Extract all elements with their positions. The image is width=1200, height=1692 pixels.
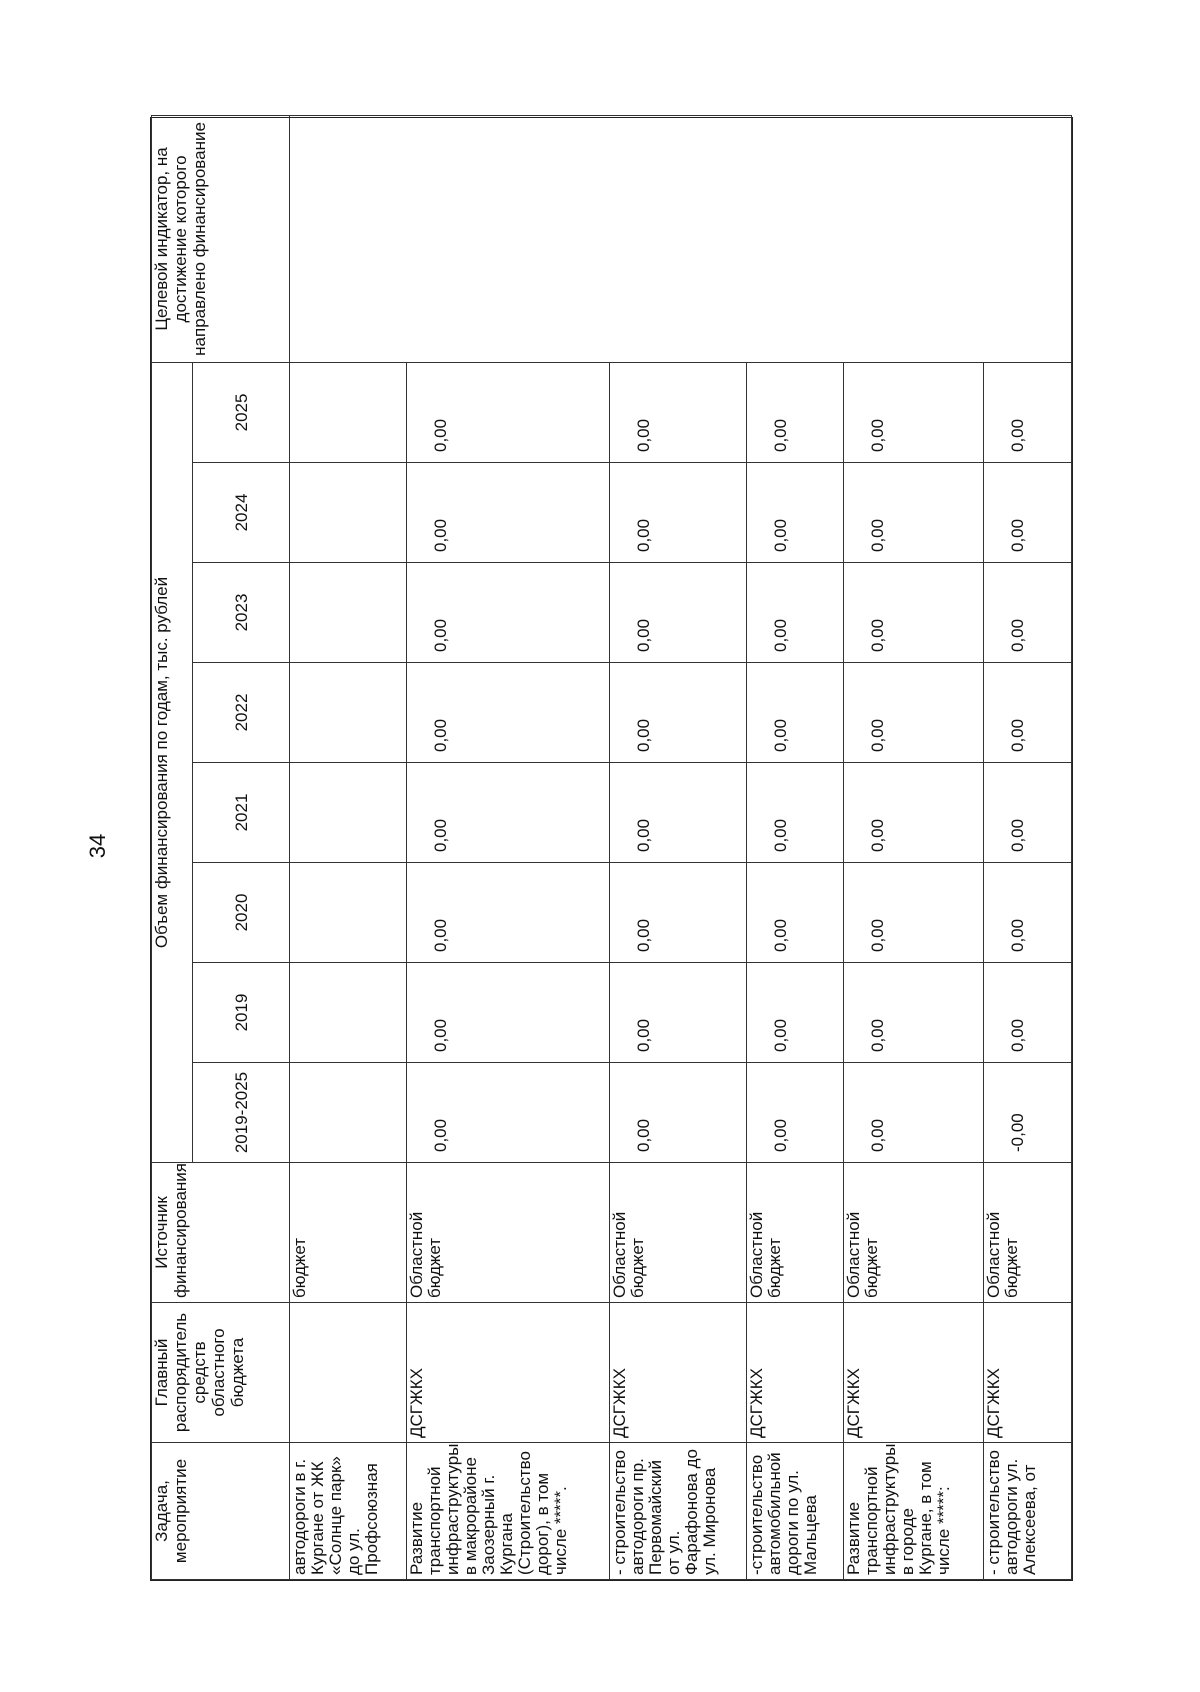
header-task: Задача, мероприятие [152, 1443, 290, 1580]
value-cell: 0,00 [844, 563, 984, 663]
source-cell: Областной бюджет [407, 1163, 610, 1303]
value-cell: 0,00 [844, 362, 984, 462]
value-cell: 0,00 [610, 463, 747, 563]
task-cell: -строительство автомобильной дороги по ул. Мальцева [747, 1443, 844, 1580]
value-cell: 0,00 [747, 663, 844, 763]
value-cell: 0,00 [984, 763, 1072, 863]
header-year: 2020 [193, 863, 290, 963]
value-cell: 0,00 [984, 663, 1072, 763]
header-indicator: Целевой индикатор, на достижение которого направлено финансирование [152, 115, 290, 362]
header-row-1 [152, 115, 193, 1579]
value-cell: 0,00 [407, 763, 610, 863]
distributor-cell: ДСГЖКХ [747, 1303, 844, 1443]
value-cell [290, 763, 407, 863]
task-cell: - строительство автодороги ул. Алексеева, от [984, 1443, 1072, 1580]
value-cell: 0,00 [984, 963, 1072, 1063]
financing-table [151, 115, 1072, 1580]
value-cell: 0,00 [747, 563, 844, 663]
task-cell: автодороги в г. Кургане от ЖК «Солнце парк» до ул. Профсоюзная [290, 1443, 407, 1580]
header-source: Источник финансирования [152, 1163, 290, 1303]
source-cell: Областной бюджет [747, 1163, 844, 1303]
value-cell: 0,00 [747, 763, 844, 863]
distributor-cell: ДСГЖКХ [407, 1303, 610, 1443]
value-cell: 0,00 [844, 763, 984, 863]
source-cell: Областной бюджет [610, 1163, 747, 1303]
value-cell: 0,00 [747, 863, 844, 963]
task-cell: - строительство автодороги пр. Первомайский от ул. Фарафонова до ул. Миронова [610, 1443, 747, 1580]
value-cell [290, 963, 407, 1063]
header-volume: Объем финансирования по годам, тыс. рублей [152, 362, 193, 1162]
value-cell: 0,00 [844, 663, 984, 763]
value-cell: 0,00 [984, 863, 1072, 963]
value-cell: 0,00 [407, 1063, 610, 1163]
source-cell: Областной бюджет [844, 1163, 984, 1303]
header-distributor: Главный распорядитель средств областного бюджета [152, 1303, 290, 1443]
value-cell: 0,00 [747, 463, 844, 563]
value-cell: 0,00 [407, 963, 610, 1063]
header-year: 2025 [193, 362, 290, 462]
page-number: 34 [85, 833, 110, 859]
header-year: 2019 [193, 963, 290, 1063]
header-year: 2024 [193, 463, 290, 563]
financing-table-frame [150, 117, 1073, 1581]
header-year: 2021 [193, 763, 290, 863]
value-cell [290, 563, 407, 663]
value-cell: 0,00 [610, 663, 747, 763]
value-cell: 0,00 [610, 362, 747, 462]
value-cell: 0,00 [610, 863, 747, 963]
value-cell [290, 362, 407, 462]
value-cell: 0,00 [747, 1063, 844, 1163]
value-cell: 0,00 [984, 563, 1072, 663]
distributor-cell: ДСГЖКХ [610, 1303, 747, 1443]
value-cell: 0,00 [844, 963, 984, 1063]
value-cell: 0,00 [844, 463, 984, 563]
source-cell: Областной бюджет [984, 1163, 1072, 1303]
value-cell: 0,00 [984, 362, 1072, 462]
value-cell [290, 1063, 407, 1163]
value-cell: 0,00 [610, 563, 747, 663]
task-cell: Развитие транспортной инфраструктуры в макрорайоне Заозерный г. Кургана (Строительство дорог), в том числе *****. [407, 1443, 610, 1580]
source-cell: бюджет [290, 1163, 407, 1303]
value-cell: -0,00 [984, 1063, 1072, 1163]
value-cell: 0,00 [610, 1063, 747, 1163]
value-cell: 0,00 [844, 1063, 984, 1163]
header-year: 2022 [193, 663, 290, 763]
value-cell: 0,00 [407, 663, 610, 763]
value-cell [290, 663, 407, 763]
distributor-cell: ДСГЖКХ [984, 1303, 1072, 1443]
value-cell: 0,00 [610, 763, 747, 863]
value-cell [290, 863, 407, 963]
header-year: 2023 [193, 563, 290, 663]
value-cell: 0,00 [844, 863, 984, 963]
header-year: 2019-2025 [193, 1063, 290, 1163]
value-cell: 0,00 [747, 963, 844, 1063]
value-cell: 0,00 [407, 463, 610, 563]
value-cell: 0,00 [407, 563, 610, 663]
value-cell: 0,00 [407, 362, 610, 462]
value-cell: 0,00 [984, 463, 1072, 563]
distributor-cell [290, 1303, 407, 1443]
value-cell: 0,00 [610, 963, 747, 1063]
task-cell: Развитие транспортной инфраструктуры в городе Кургане, в том числе *****: [844, 1443, 984, 1580]
distributor-cell: ДСГЖКХ [844, 1303, 984, 1443]
value-cell [290, 463, 407, 563]
value-cell: 0,00 [407, 863, 610, 963]
indicator-cell [290, 115, 1072, 362]
table-row [290, 115, 407, 1579]
value-cell: 0,00 [747, 362, 844, 462]
